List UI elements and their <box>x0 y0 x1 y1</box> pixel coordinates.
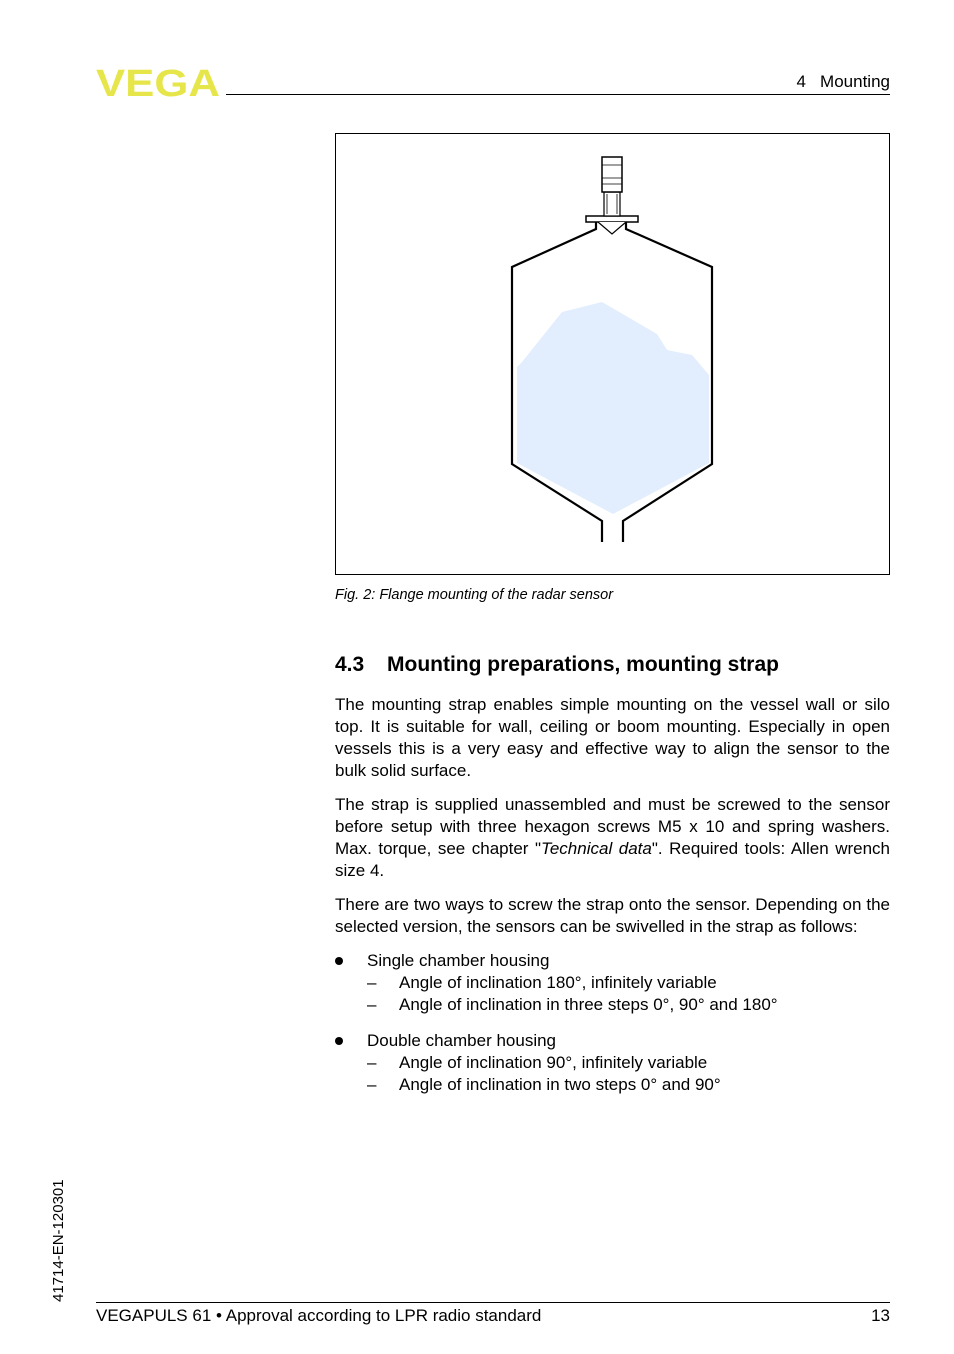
chapter-reference: Technical data <box>541 839 652 858</box>
paragraph-3: There are two ways to screw the strap onto the sensor. Depending on the selected version, the sensors can be swivelled in the strap as follows: <box>335 895 890 936</box>
running-section-label: 4 Mounting <box>796 72 890 91</box>
sub-list-item <box>367 1074 890 1096</box>
sub-list-item-text: Angle of inclination 180°, infinitely variable <box>399 973 717 992</box>
bullet-icon <box>335 1037 343 1045</box>
sub-list-item-text: Angle of inclination 90°, infinitely variable <box>399 1053 708 1072</box>
section-number: 4.3 <box>335 653 365 676</box>
paragraph-2 <box>335 794 890 882</box>
dash-icon: – <box>367 973 377 992</box>
bullet-icon <box>335 957 343 965</box>
horn-antenna <box>598 222 626 234</box>
sensor-neck <box>604 192 620 216</box>
section-title: Mounting preparations, mounting strap <box>387 653 779 676</box>
header-rule <box>226 94 890 95</box>
footer-title: VEGAPULS 61 • Approval according to LPR radio standard <box>96 1306 542 1325</box>
sensor-head <box>602 157 622 192</box>
paragraph-2-text-a: The strap is supplied unassembled and must be screwed to the sensor before setup with three hexagon screws M5 x 10 and spring washers. Max. torque, see chapter " <box>335 795 890 858</box>
paragraph-1: The mounting strap enables simple mounting on the vessel wall or silo top. It is suitable for wall, ceiling or boom mounting. Especially in open vessels this is a very easy and effective way to align the sensor to the bulk solid surface. <box>335 695 890 780</box>
figure-caption: Fig. 2: Flange mounting of the radar sensor <box>335 587 614 603</box>
main-content <box>335 650 890 1110</box>
sub-list <box>367 972 890 1016</box>
list-item <box>335 1030 890 1096</box>
flange <box>586 216 638 222</box>
sub-list-item-text: Angle of inclination in three steps 0°, 90° and 180° <box>399 995 778 1014</box>
page-number: 13 <box>871 1306 890 1325</box>
dash-icon: – <box>367 1075 377 1094</box>
section-heading <box>335 650 890 680</box>
list-item <box>335 950 890 1016</box>
sub-list <box>367 1052 890 1096</box>
list-item-label: Single chamber housing <box>367 951 550 970</box>
document-code: 41714-EN-120301 <box>50 1179 67 1302</box>
vega-logo <box>96 66 220 98</box>
silo-illustration <box>336 134 889 574</box>
dash-icon: – <box>367 995 377 1014</box>
paragraph-2-text-b: ". Required tools: Allen wrench size 4. <box>335 839 890 880</box>
logo-text: VEGA <box>96 66 220 98</box>
sub-list-item <box>367 1052 890 1074</box>
bulk-solid-fill <box>517 302 709 514</box>
sub-list-item <box>367 972 890 994</box>
list-item-label: Double chamber housing <box>367 1031 557 1050</box>
figure-frame <box>335 133 890 575</box>
sub-list-item <box>367 994 890 1016</box>
sub-list-item-text: Angle of inclination in two steps 0° and 90° <box>399 1075 721 1094</box>
footer-rule <box>96 1302 890 1303</box>
housing-list <box>335 950 890 1096</box>
dash-icon: – <box>367 1053 377 1072</box>
